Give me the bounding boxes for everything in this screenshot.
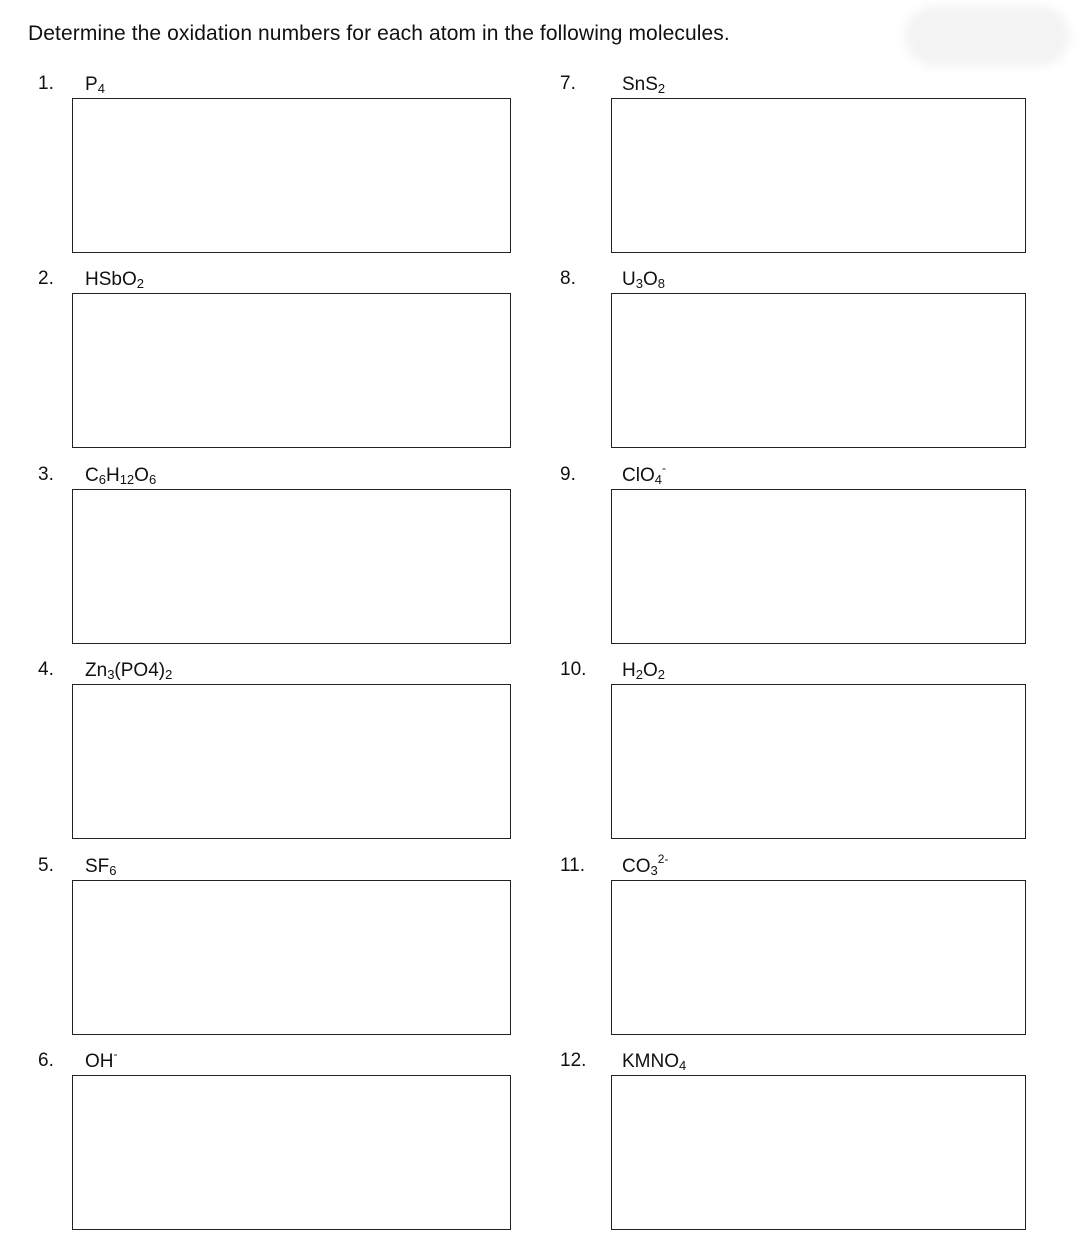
answer-box[interactable] — [611, 98, 1026, 253]
scan-smudge — [905, 6, 1070, 66]
question-number: 6. — [38, 1050, 54, 1071]
chemical-formula: $P_4$ — [85, 74, 105, 96]
chemical-formula: $U_3O_8$ — [622, 269, 665, 291]
answer-box[interactable] — [611, 684, 1026, 839]
chemical-formula: $KMNO_4$ — [622, 1051, 687, 1073]
question-number: 3. — [38, 464, 54, 485]
answer-box[interactable] — [72, 293, 511, 448]
question-number: 9. — [560, 464, 576, 485]
chemical-formula: $SF_6$ — [85, 856, 117, 878]
chemical-formula: HSbO$_2$ — [85, 269, 144, 291]
chemical-formula: $Zn_3(PO4)_2$ — [85, 660, 173, 682]
answer-box[interactable] — [72, 98, 511, 253]
chemical-formula: SnS$_2$ — [622, 74, 666, 96]
answer-box[interactable] — [72, 880, 511, 1035]
question-number: 11. — [560, 855, 586, 876]
chemical-formula: OH- — [85, 1047, 118, 1072]
chemical-formula: $H_2O_2$ — [622, 660, 665, 682]
answer-box[interactable] — [611, 293, 1026, 448]
answer-box[interactable] — [72, 1075, 511, 1230]
answer-box[interactable] — [611, 880, 1026, 1035]
question-number: 12. — [560, 1050, 587, 1071]
question-number: 1. — [38, 73, 54, 94]
question-number: 5. — [38, 855, 54, 876]
chemical-formula: ClO$_4$- — [622, 461, 666, 487]
chemical-formula: $CO_3^{2-}$ — [622, 852, 669, 878]
chemical-formula: $C_6H_{12}O_6$ — [85, 465, 157, 487]
answer-box[interactable] — [72, 489, 511, 644]
question-number: 2. — [38, 268, 54, 289]
question-number: 8. — [560, 268, 576, 289]
answer-box[interactable] — [611, 489, 1026, 644]
question-number: 4. — [38, 659, 54, 680]
answer-box[interactable] — [72, 684, 511, 839]
worksheet-instructions: Determine the oxidation numbers for each atom in the following molecules. — [28, 22, 730, 45]
answer-box[interactable] — [611, 1075, 1026, 1230]
question-number: 7. — [560, 73, 576, 94]
question-number: 10. — [560, 659, 587, 680]
